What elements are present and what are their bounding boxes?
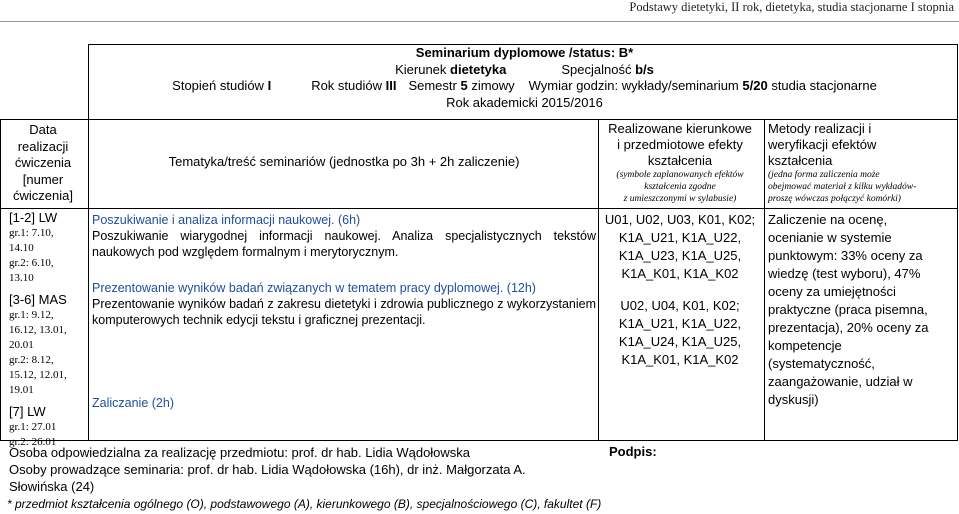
page-header: Podstawy dietetyki, II rok, dietetyka, studia stacjonarne I stopnia xyxy=(629,0,954,14)
methods-head-line: weryfikacji efektów xyxy=(768,137,877,152)
effects-list xyxy=(600,211,760,383)
methods-head-line: kształcenia xyxy=(768,153,833,168)
header-rule xyxy=(0,21,959,22)
course-header xyxy=(92,45,957,111)
methods-line: (systematyczność, xyxy=(768,356,875,371)
kierunek-value: dietetyka xyxy=(450,61,507,77)
date-range: [3-6] MAS xyxy=(9,292,67,307)
godziny-label: Wymiar godzin: wykłady/seminarium xyxy=(528,78,743,93)
methods-line: Zaliczenie na ocenę, xyxy=(768,212,888,227)
topic-column-header: Tematyka/treść seminariów (jednostka po 3h + 2h zaliczenie) xyxy=(168,154,520,169)
stopien-value: I xyxy=(267,78,272,93)
instructors-line: Osoby prowadzące seminaria: prof. dr hab. Lidia Wądołowska (16h), dr inż. Małgorzata A. xyxy=(9,462,526,477)
methods-line: punktowym: 33% oceny za xyxy=(768,248,923,263)
table-col-sep-1 xyxy=(598,119,599,441)
methods-note-line: (jedna forma zaliczenia może xyxy=(768,170,880,180)
effects-note-line: kształcenia zgodne xyxy=(644,182,716,192)
date-detail: gr.2: 26.01 xyxy=(9,436,57,448)
zaliczanie-label: Zaliczanie (2h) xyxy=(92,396,174,410)
effects-head-line: i przedmiotowe efekty xyxy=(617,137,743,152)
date-detail: gr.2: 6.10, xyxy=(9,257,54,269)
instructors-line: Słowińska (24) xyxy=(9,479,95,494)
methods-line: dyskusji) xyxy=(768,392,819,407)
date-detail: 19.01 xyxy=(9,384,34,396)
methods-line: prezentacja), 20% oceny za xyxy=(768,320,929,335)
date-head-line: realizacji xyxy=(17,138,69,154)
effects-block xyxy=(600,211,760,283)
topic-item xyxy=(92,280,596,328)
table-row-sep xyxy=(0,208,958,209)
godziny-value: 5/20 xyxy=(742,78,768,93)
effect-codes-line: K1A_U23, K1A_U25, xyxy=(618,248,742,263)
table-border-header-left xyxy=(0,119,958,120)
date-range: [7] LW xyxy=(9,404,46,419)
methods-note-line: proszę wówczas połączyć komórki) xyxy=(768,194,901,204)
semestr-type: zimowy xyxy=(467,78,515,93)
methods-line: wiedzę (test wyboru), 47% xyxy=(768,266,921,281)
date-detail: 15.12, 12.01, xyxy=(9,369,67,381)
methods-column-header xyxy=(768,121,956,205)
topic-title: Poszukiwanie i analiza informacji naukowej. (6h) xyxy=(92,213,361,227)
signature-label: Podpis: xyxy=(609,444,657,459)
date-column-header xyxy=(2,122,84,205)
date-range: [1-2] LW xyxy=(9,210,58,225)
course-details-line xyxy=(92,78,957,95)
date-detail: 16.12, 13.01, xyxy=(9,324,67,336)
methods-note-line: obejmować materiał z kilku wykładów- xyxy=(768,182,917,192)
date-detail: gr.1: 27.01 xyxy=(9,421,57,433)
effect-codes-line: K1A_U21, K1A_U22, xyxy=(618,316,742,331)
date-detail: 14.10 xyxy=(9,242,34,254)
methods-line: praktyczne (praca pisemna, xyxy=(768,302,928,317)
methods-text xyxy=(768,211,956,409)
spec-label: Specjalność xyxy=(561,61,636,77)
course-field-line xyxy=(92,62,957,79)
methods-line: zaangażowanie, udział w xyxy=(768,374,913,389)
course-status: Seminarium dyplomowe /status: B* xyxy=(415,45,634,60)
topic-item xyxy=(92,212,596,260)
dates-list xyxy=(9,210,89,456)
methods-line: kompetencje xyxy=(768,338,842,353)
effect-codes-line: K1A_U24, K1A_U25, xyxy=(618,334,742,349)
date-detail: gr.1: 9.12, xyxy=(9,309,54,321)
date-head-line: [numer xyxy=(22,171,64,187)
topics-list xyxy=(92,212,596,340)
effect-codes-line: U01, U02, U03, K01, K02; xyxy=(604,212,756,227)
date-detail: gr.1: 7.10, xyxy=(9,227,54,239)
effects-note-line: z umieszczonymi w sylabusie) xyxy=(623,194,737,204)
effects-note-line: (symbole zaplanowanych efektów xyxy=(616,170,744,180)
methods-line: ocenianie w systemie xyxy=(768,230,892,245)
rok-value: III xyxy=(385,78,397,93)
effect-codes-line: K1A_K01, K1A_K02 xyxy=(621,352,739,367)
kierunek-label: Kierunek xyxy=(395,61,451,77)
responsible-persons xyxy=(9,444,589,495)
topic-description: Prezentowanie wyników badań z zakresu dietetyki i zdrowia publicznego z wykorzystaniem komputerowych technik edycji tekstu i graficznej prezentacji. xyxy=(92,297,596,327)
footnote: * przedmiot kształcenia ogólnego (O), podstawowego (A), kierunkowego (B), specjalnościowego (C), fakultet (F) xyxy=(7,497,602,511)
date-detail: 13.10 xyxy=(9,272,34,284)
rok-label: Rok studiów xyxy=(311,78,386,93)
responsible-line: Osoba odpowiedzialna za realizację przedmiotu: prof. dr hab. Lidia Wądołowska xyxy=(9,445,471,460)
tryb-value: studia stacjonarne xyxy=(767,78,877,93)
table-border-left-outer xyxy=(0,119,1,441)
effects-column-header xyxy=(600,121,760,205)
date-block xyxy=(9,292,89,398)
spec-value: b/s xyxy=(635,61,654,77)
table-border-right xyxy=(957,44,958,441)
methods-line: oceny za umiejętności xyxy=(768,284,896,299)
date-head-line: Data xyxy=(29,122,57,137)
date-detail: 20.01 xyxy=(9,339,34,351)
effects-block xyxy=(600,297,760,369)
date-head-line: ćwiczenia] xyxy=(13,188,73,203)
date-detail: gr.2: 8.12, xyxy=(9,354,54,366)
topic-title: Prezentowanie wyników badań związanych w tematem pracy dyplomowej. (12h) xyxy=(92,281,536,295)
semestr-label: Semestr xyxy=(408,78,461,93)
effect-codes-line: K1A_K01, K1A_K02 xyxy=(621,266,739,281)
effect-codes-line: U02, U04, K01, K02; xyxy=(620,298,740,313)
semestr-value: 5 xyxy=(460,78,468,93)
table-col-sep-2 xyxy=(764,119,765,441)
date-head-line: ćwiczenia xyxy=(14,155,72,170)
date-block xyxy=(9,210,89,286)
academic-year: Rok akademicki 2015/2016 xyxy=(446,94,603,110)
effects-head-line: Realizowane kierunkowe xyxy=(608,121,752,136)
effects-head-line: kształcenia xyxy=(647,153,713,168)
table-border-bottom xyxy=(0,440,958,441)
topic-description: Poszukiwanie wiarygodnej informacji naukowej. Analiza specjalistycznych tekstów naukowych pod względem formalnym i merytorycznym. xyxy=(92,229,596,259)
stopien-label: Stopień studiów xyxy=(172,78,268,93)
effect-codes-line: K1A_U21, K1A_U22, xyxy=(618,230,742,245)
methods-head-line: Metody realizacji i xyxy=(768,121,872,136)
